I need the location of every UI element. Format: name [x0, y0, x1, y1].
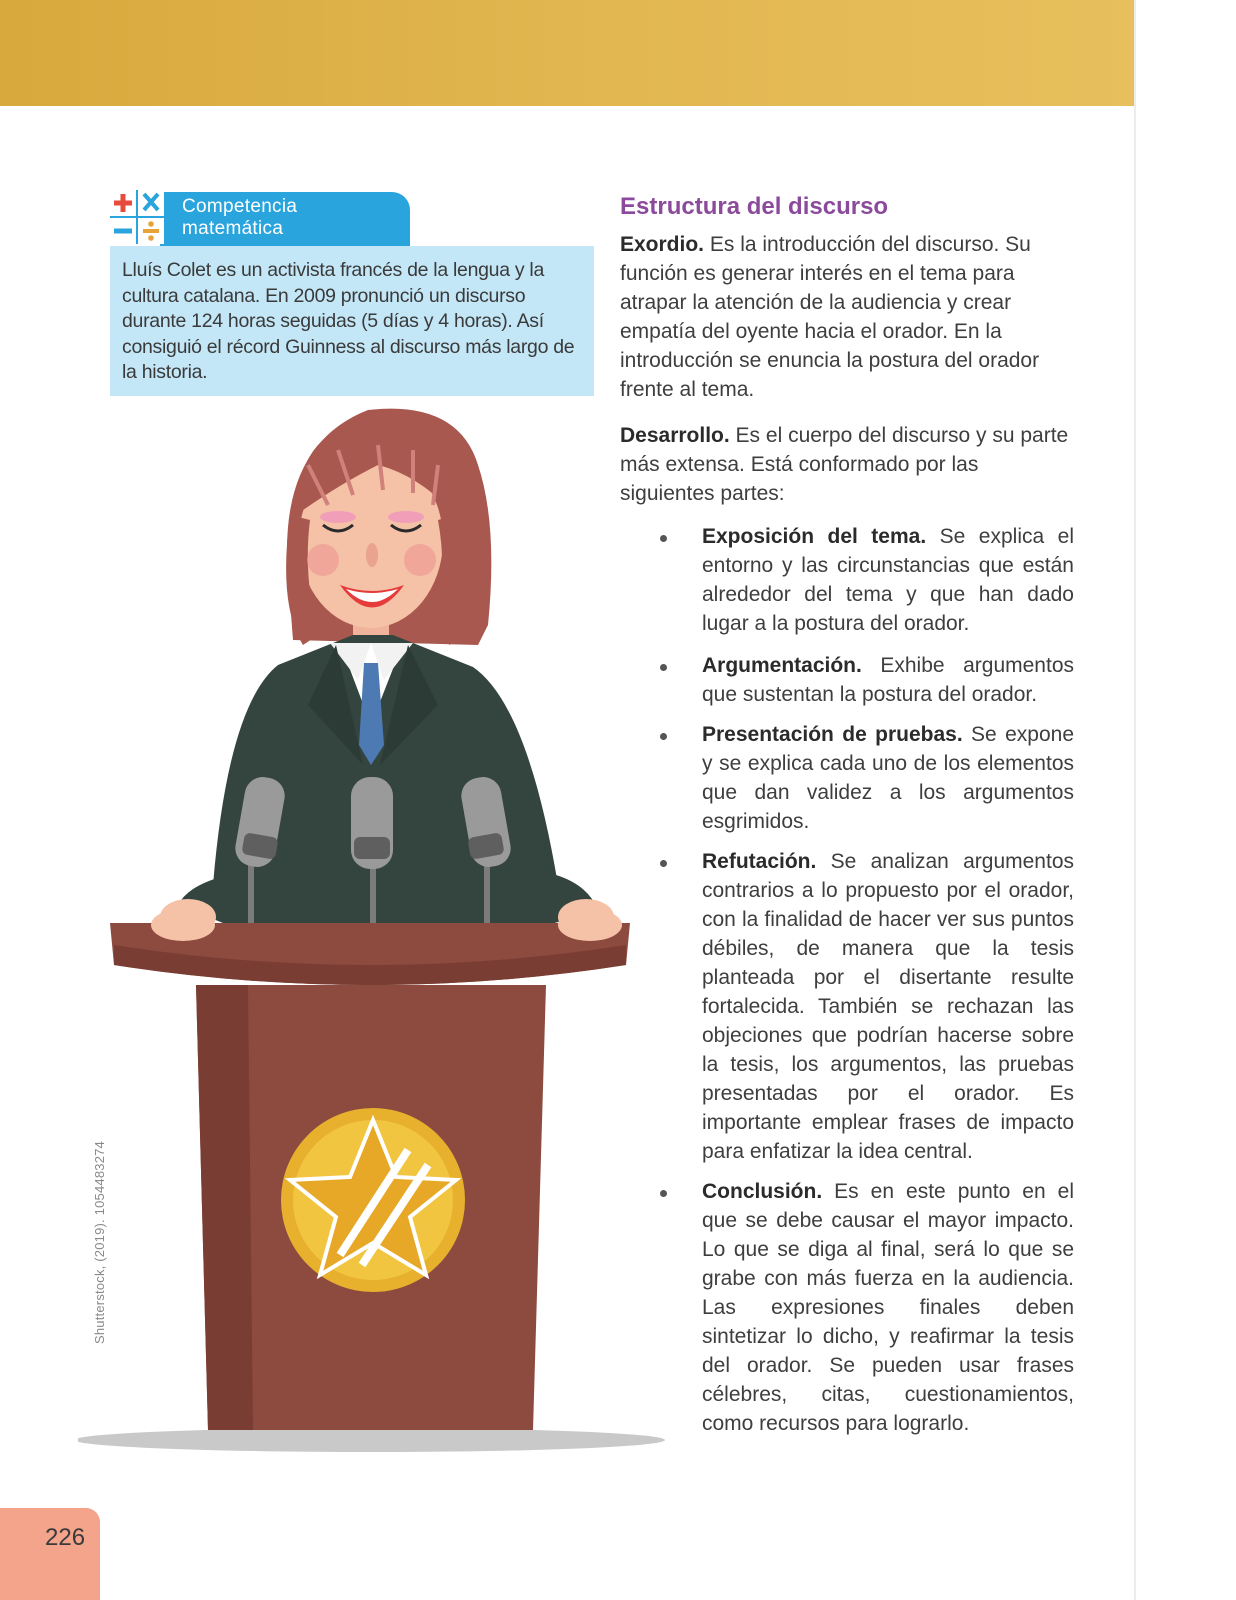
bullet-term: Argumentación. [702, 654, 862, 677]
bullet-dot [660, 664, 667, 671]
bullet-text: Se analizan argumentos contrarios a lo propuesto por el orador, con la finalidad de hacer ver sus puntos débiles, de manera que la tesis planteada por el disertante resulte fortalecida. También se rechazan las objeciones que podrían hacerse sobre la tesis, los argumentos, las pruebas presentadas por el orador. Es importante emplear frases de impacto para enfatizar la idea central. [702, 850, 1074, 1163]
desarrollo-term: Desarrollo. [620, 424, 730, 447]
competencia-title-line2: matemática [182, 218, 284, 239]
bullet-exposicion [702, 522, 1074, 638]
bullet-term: Presentación de pruebas. [702, 723, 963, 746]
competencia-text: Lluís Colet es un activista francés de la lengua y la cultura catalana. En 2009 pronunció un discurso durante 124 horas seguidas (5 días y 4 horas). Así consiguió el récord Guinness al discurso más largo de la historia. [122, 259, 575, 383]
section-heading: Estructura del discurso [620, 193, 889, 220]
competencia-title [182, 196, 402, 240]
bullet-pruebas [702, 720, 1074, 836]
page-number: 226 [45, 1524, 86, 1551]
desarrollo-paragraph [620, 421, 1070, 508]
exordio-paragraph [620, 230, 1070, 404]
exordio-term: Exordio. [620, 233, 705, 256]
top-color-band [0, 0, 1134, 106]
bullet-term: Conclusión. [702, 1180, 823, 1203]
bullet-term: Refutación. [702, 850, 817, 873]
exordio-text: Es la introducción del discurso. Su función es generar interés en el tema para atrapar la atención de la audiencia y crear empatía del oyente hacia el orador. En la introducción se enuncia la postura del orador frente al tema. [620, 233, 1040, 401]
page-edge [1134, 0, 1136, 1600]
bullet-text: Exhibe argumentos que sustentan la postura del orador. [702, 654, 1074, 706]
bullet-dot [660, 1190, 667, 1197]
image-credit: Shutterstock, (2019). 1054483274 [92, 1141, 107, 1344]
speaker-illustration [78, 405, 688, 1475]
page-number-box [0, 1508, 100, 1600]
bullet-dot [660, 535, 667, 542]
bullet-argumentacion [702, 651, 1074, 709]
bullet-text: Es en este punto en el que se debe causar el mayor impacto. Lo que se diga al final, será lo que se grabe con más fuerza en la audiencia. Las expresiones finales deben sintetizar lo dicho, y reafirmar la tesis del orador. Se pueden usar frases célebres, citas, cuestionamientos, como recursos para lograrlo. [702, 1180, 1074, 1435]
math-operators-icon [108, 188, 172, 246]
bullet-text: Se explica el entorno y las circunstancias que están alrededor del tema y que han dado lugar a la postura del orador. [702, 525, 1074, 635]
bullet-term: Exposición del tema. [702, 525, 927, 548]
bullet-refutacion [702, 847, 1074, 1166]
bullet-conclusion [702, 1177, 1074, 1438]
bullet-dot [660, 860, 667, 867]
desarrollo-text: Es el cuerpo del discurso y su parte más extensa. Está conformado por las siguientes partes: [620, 424, 1069, 505]
bullet-text: Se expone y se explica cada uno de los elementos que dan validez a los argumentos esgrimidos. [702, 723, 1074, 833]
bullet-dot [660, 733, 667, 740]
competencia-title-line1: Competencia [182, 196, 298, 217]
